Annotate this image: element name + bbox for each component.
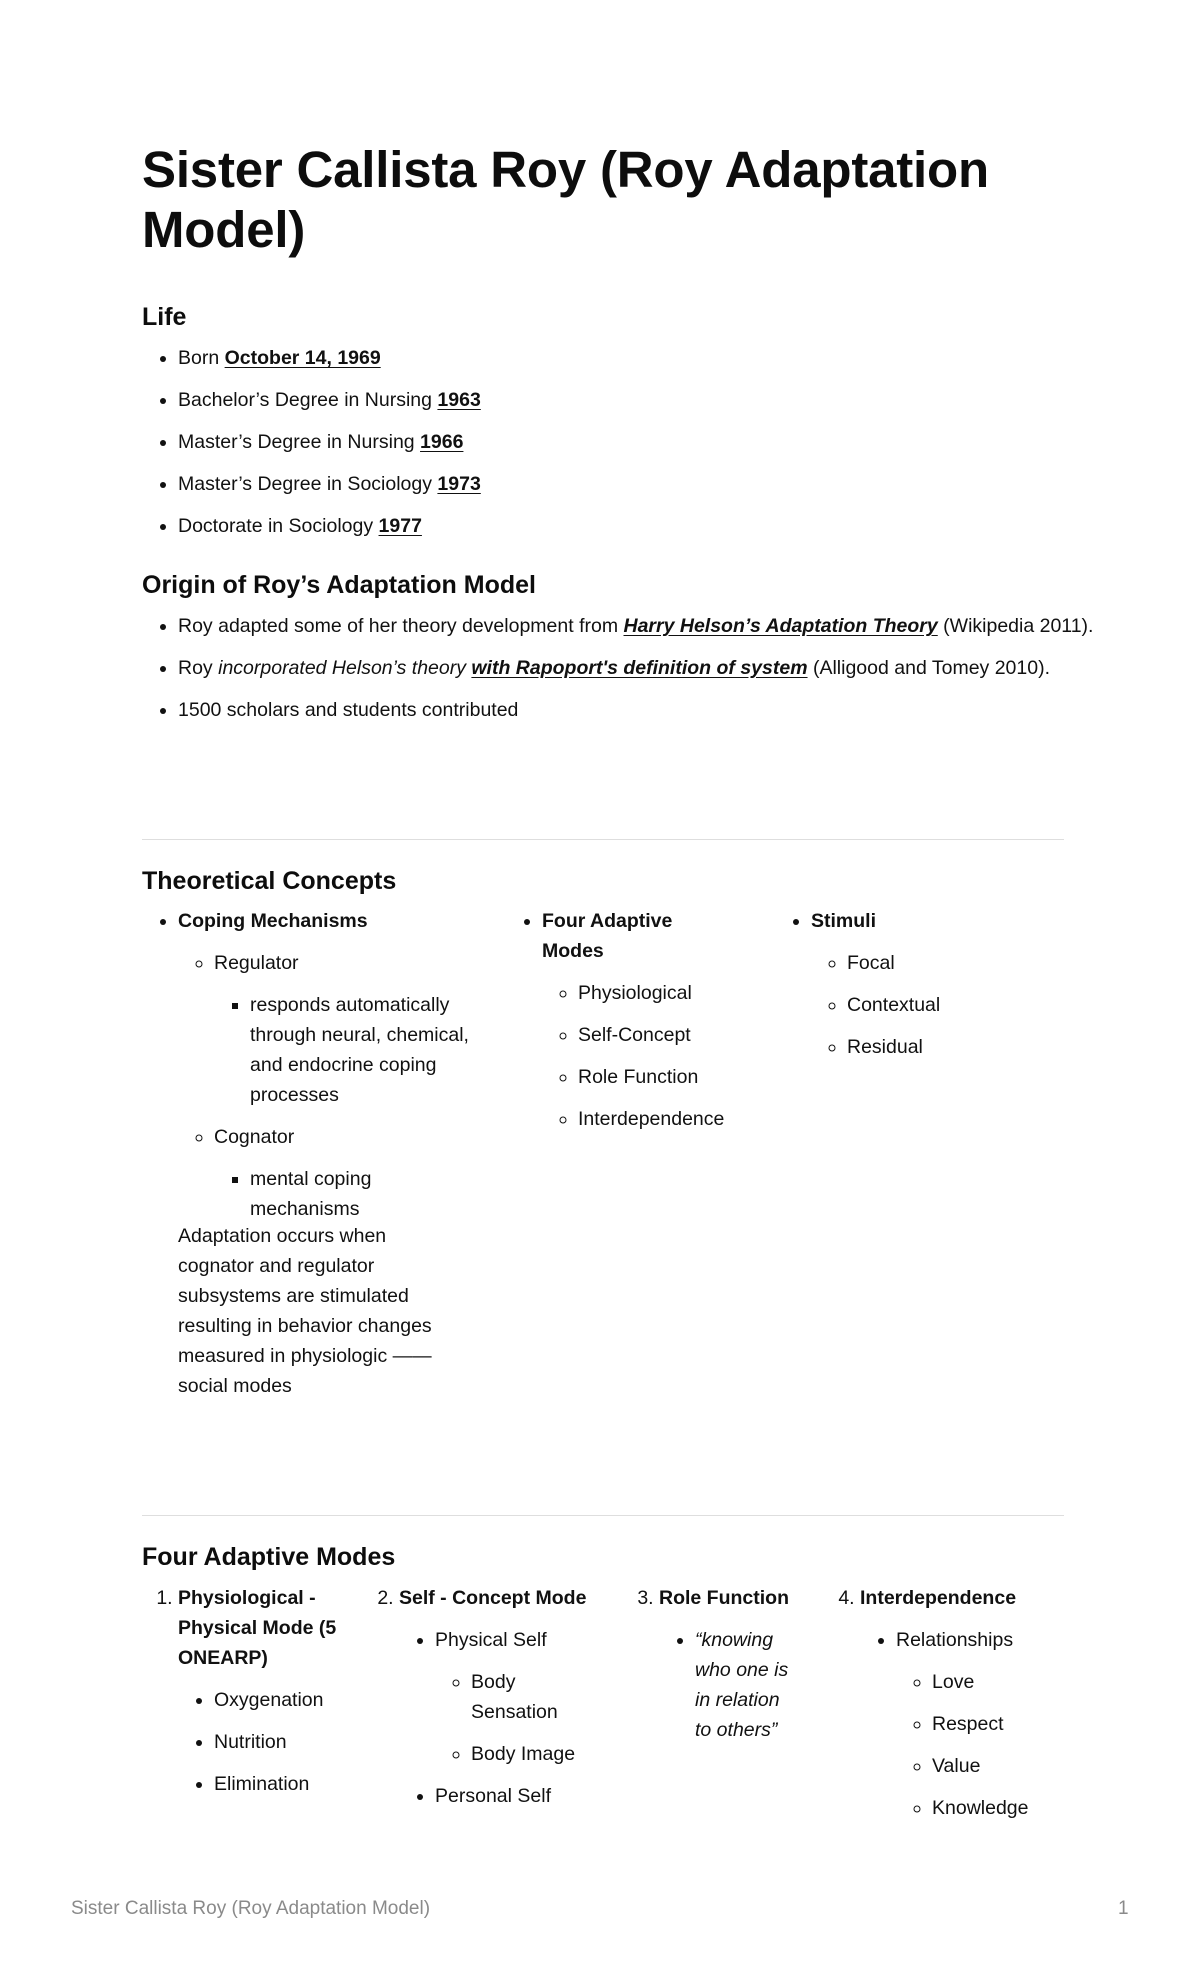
list-item: • Nutrition (214, 1727, 342, 1757)
list-item (860, 1583, 1064, 1823)
birth-date: October 14, 1969 (224, 347, 381, 369)
bachelor-year: 1963 (437, 389, 481, 411)
list-item: • Master’s Degree in Sociology 1973 (178, 469, 1100, 499)
masters-sociology-year: 1973 (437, 473, 481, 495)
list-item: ▪ responds automatically through neural, chemical, and endocrine coping processes (250, 990, 472, 1110)
list-item: ◦ Value (932, 1751, 1064, 1781)
origin-heading: Origin of Roy’s Adaptation Model (142, 571, 536, 599)
list-item: • Oxygenation (214, 1685, 342, 1715)
list-item: ◦ Respect (932, 1709, 1064, 1739)
list-item: ◦ Contextual (847, 990, 1045, 1020)
list-item: ◦ Knowledge (932, 1793, 1064, 1823)
doctorate-year: 1977 (378, 515, 422, 537)
divider (142, 839, 1064, 840)
modes-label: Four Adaptive Modes (542, 910, 673, 962)
stimuli-column (775, 906, 1045, 1074)
list-item: • 1500 scholars and students contributed (178, 695, 1100, 725)
list-item: ◦ Cognator ▪ mental coping mechanisms (214, 1122, 472, 1224)
list-item: • Roy adapted some of her theory development from Harry Helson’s Adaptation Theory (Wikipedia 2011). (178, 611, 1100, 641)
list-item: • Personal Self (435, 1781, 603, 1811)
list-item: ◦ Body Image (471, 1739, 603, 1769)
physiological-label: Physiological - Physical Mode (5 ONEARP) (178, 1587, 337, 1669)
list-item: ◦ Regulator ▪ responds automatically through neural, chemical, and endocrine coping processes (214, 948, 472, 1110)
four-modes-heading: Four Adaptive Modes (142, 1543, 396, 1571)
list-item: ◦ Self-Concept (578, 1020, 736, 1050)
list-item: • Physical Self ◦ Body Sensation ◦ Body Image (435, 1625, 603, 1769)
interdependence-label: Interdependence (860, 1587, 1017, 1609)
list-item: ◦ Residual (847, 1032, 1045, 1062)
self-concept-label: Self - Concept Mode (399, 1587, 587, 1609)
list-item: • Born October 14, 1969 (178, 343, 1100, 373)
coping-column (142, 906, 472, 1397)
list-item: ▪ mental coping mechanisms (250, 1164, 472, 1224)
list-item: ◦ Interdependence (578, 1104, 736, 1134)
list-item: ◦ Role Function (578, 1062, 736, 1092)
interdependence-column (824, 1583, 1064, 1835)
role-column (623, 1583, 793, 1757)
list-item: • Elimination (214, 1769, 342, 1799)
list-item (542, 906, 736, 1134)
list-item: ◦ Focal (847, 948, 1045, 978)
list-item: ◦ Body Sensation (471, 1667, 603, 1727)
adaptation-note: Adaptation occurs when cognator and regulator subsystems are stimulated resulting in behavior changes measured in physiologic —— social modes (178, 1225, 432, 1397)
list-item: • Roy incorporated Helson’s theory with Rapoport's definition of system (Alligood and Tomey 2010). (178, 653, 1100, 683)
divider (142, 1515, 1064, 1516)
footer-title: Sister Callista Roy (Roy Adaptation Model) (71, 1898, 431, 1919)
rapoport-link[interactable]: with Rapoport's definition of system (471, 657, 808, 679)
list-item: • Relationships ◦ Love ◦ Respect ◦ Value ◦ Knowledge (896, 1625, 1064, 1823)
self-concept-column (363, 1583, 603, 1823)
theoretical-heading: Theoretical Concepts (142, 867, 397, 895)
role-quote: “knowing who one is in relation to others” (695, 1629, 789, 1741)
list-item (399, 1583, 603, 1811)
coping-label: Coping Mechanisms (178, 910, 368, 932)
list-item (659, 1583, 793, 1745)
list-item (178, 906, 472, 1224)
stimuli-label: Stimuli (811, 910, 877, 932)
list-item (178, 1583, 342, 1799)
list-item: • Master’s Degree in Nursing 1966 (178, 427, 1100, 457)
physiological-column (142, 1583, 342, 1811)
document-page (142, 140, 1094, 1819)
modes-column (506, 906, 736, 1146)
masters-nursing-year: 1966 (420, 431, 464, 453)
origin-list (142, 611, 1100, 737)
page-number: 1 (1118, 1898, 1129, 1919)
role-label: Role Function (659, 1587, 789, 1609)
list-item: ◦ Love (932, 1667, 1064, 1697)
helson-link[interactable]: Harry Helson’s Adaptation Theory (623, 615, 938, 637)
list-item: ◦ Physiological (578, 978, 736, 1008)
page-title: Sister Callista Roy (Roy Adaptation Model) (142, 141, 989, 258)
life-heading: Life (142, 303, 187, 331)
list-item (695, 1625, 793, 1745)
life-list (142, 343, 1100, 553)
list-item: • Doctorate in Sociology 1977 (178, 511, 1100, 541)
list-item (811, 906, 1045, 1062)
list-item: • Bachelor’s Degree in Nursing 1963 (178, 385, 1100, 415)
